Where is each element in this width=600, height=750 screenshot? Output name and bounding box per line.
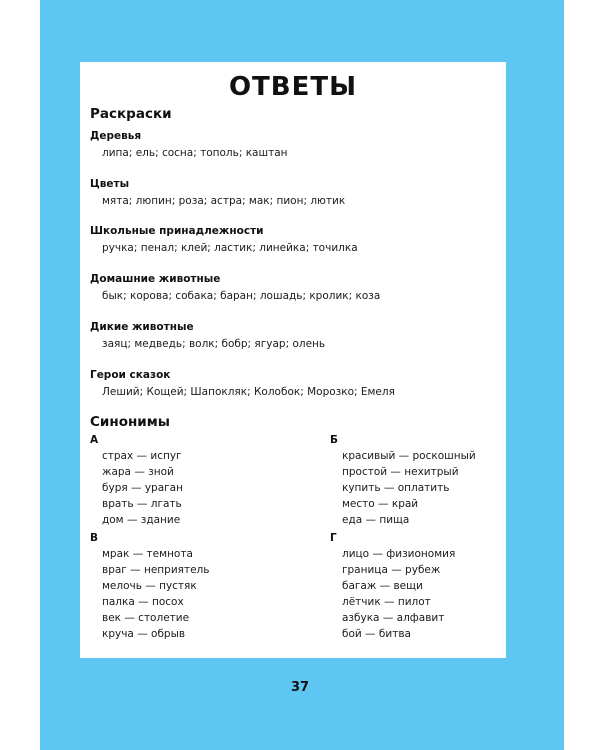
synonym-pair: жара — зной <box>102 466 174 478</box>
synonyms-heading: Синонимы <box>90 414 170 430</box>
synonym-letter-v: В <box>90 532 99 544</box>
synonym-pair: враг — неприятель <box>102 564 210 576</box>
synonym-pair: палка — посох <box>102 596 184 608</box>
category-fairy-heroes-words: Леший; Кощей; Шапокляк; Колобок; Морозко; Емеля <box>102 386 395 398</box>
category-pets-words: бык; корова; собака; баран; лошадь; кролик; коза <box>102 290 381 302</box>
synonym-pair: багаж — вещи <box>342 580 423 592</box>
synonym-pair: красивый — роскошный <box>342 450 476 462</box>
synonym-pair: азбука — алфавит <box>342 612 445 624</box>
category-trees-words: липа; ель; сосна; тополь; каштан <box>102 147 288 159</box>
category-pets: Домашние животные <box>90 273 221 285</box>
synonym-pair: простой — нехитрый <box>342 466 459 478</box>
synonym-pair: место — край <box>342 498 419 510</box>
category-fairy-heroes: Герои сказок <box>90 369 171 381</box>
synonym-pair: бой — битва <box>342 628 411 640</box>
coloring-heading: Раскраски <box>90 106 172 122</box>
category-school-supplies: Школьные принадлежности <box>90 225 264 237</box>
category-wild-animals: Дикие животные <box>90 321 194 333</box>
synonym-pair: страх — испуг <box>102 450 182 462</box>
synonym-pair: мелочь — пустяк <box>102 580 197 592</box>
synonym-pair: врать — лгать <box>102 498 182 510</box>
synonym-pair: еда — пища <box>342 514 410 526</box>
category-wild-animals-words: заяц; медведь; волк; бобр; ягуар; олень <box>102 338 326 350</box>
category-trees: Деревья <box>90 130 142 142</box>
answers-page <box>80 62 506 658</box>
synonym-pair: мрак — темнота <box>102 548 193 560</box>
category-flowers: Цветы <box>90 178 130 190</box>
synonym-pair: круча — обрыв <box>102 628 186 640</box>
synonym-pair: граница — рубеж <box>342 564 441 576</box>
synonym-pair: дом — здание <box>102 514 181 526</box>
synonym-pair: купить — оплатить <box>342 482 450 494</box>
page-title: ОТВЕТЫ <box>228 72 358 102</box>
category-flowers-words: мята; люпин; роза; астра; мак; пион; лютик <box>102 195 346 207</box>
synonym-pair: лицо — физиономия <box>342 548 456 560</box>
page-number: 37 <box>290 680 310 695</box>
synonym-letter-a: А <box>90 434 99 446</box>
synonym-letter-b: Б <box>330 434 339 446</box>
synonym-pair: лётчик — пилот <box>342 596 431 608</box>
category-school-supplies-words: ручка; пенал; клей; ластик; линейка; точилка <box>102 242 358 254</box>
synonym-pair: буря — ураган <box>102 482 183 494</box>
synonym-letter-g: Г <box>330 532 337 544</box>
synonym-pair: век — столетие <box>102 612 190 624</box>
